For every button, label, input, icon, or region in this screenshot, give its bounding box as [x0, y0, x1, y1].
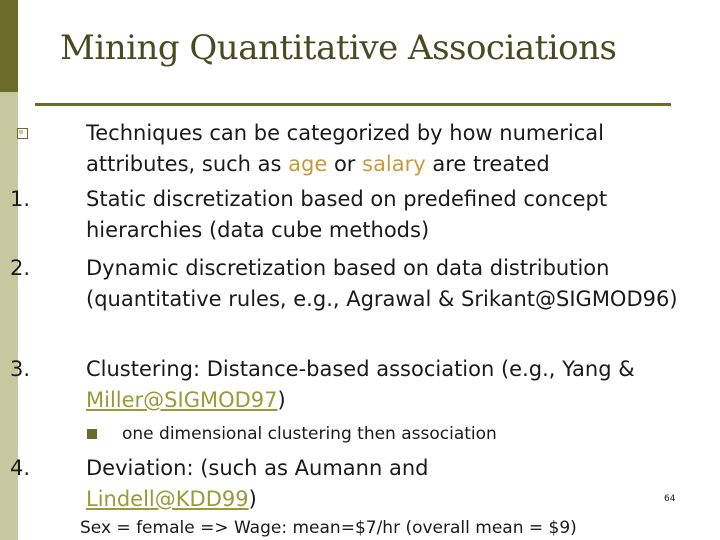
list-item-text: Static discretization based on predefined concept hierarchies (data cube methods) — [86, 187, 608, 242]
list-item-text: Dynamic discretization based on data distribution (quantitative rules, e.g., Agrawal & Srikant@SIGMOD96) — [86, 256, 678, 311]
sub-list-item-text: one dimensional clustering then association — [122, 424, 497, 444]
list-item-text — [86, 354, 686, 416]
title-divider — [35, 103, 671, 106]
highlight-salary: salary — [362, 152, 426, 176]
reference-link[interactable]: Lindell@KDD99 — [86, 487, 249, 511]
intro-text-part3: are treated — [425, 152, 550, 176]
list-item-text-pre: Deviation: (such as Aumann and — [86, 456, 429, 480]
intro-text-part1: Techniques can be categorized by how numerical attributes, such as — [86, 121, 604, 176]
intro-text — [86, 118, 686, 180]
list-marker: 4. — [10, 456, 31, 480]
list-item-text — [86, 453, 526, 515]
list-marker: 1. — [10, 187, 31, 211]
square-bullet-icon — [87, 429, 97, 439]
intro-text-part2: or — [327, 152, 363, 176]
list-marker: 2. — [10, 256, 31, 280]
list-item-text-post: ) — [277, 388, 286, 412]
reference-link[interactable]: Miller@SIGMOD97 — [86, 388, 278, 412]
list-marker: 3. — [10, 357, 31, 381]
example-rule-text: Sex = female => Wage: mean=$7/hr (overall mean = $9) — [80, 518, 577, 538]
highlight-age: age — [288, 152, 328, 176]
page-number: 64 — [664, 494, 676, 504]
slide-title: Mining Quantitative Associations — [60, 28, 617, 68]
list-item-text-pre: Clustering: Distance-based association (e.g., Yang & — [86, 357, 635, 381]
sidebar-accent-block — [0, 0, 18, 92]
list-item-text-post: ) — [248, 487, 257, 511]
square-bullet-icon — [17, 128, 28, 139]
